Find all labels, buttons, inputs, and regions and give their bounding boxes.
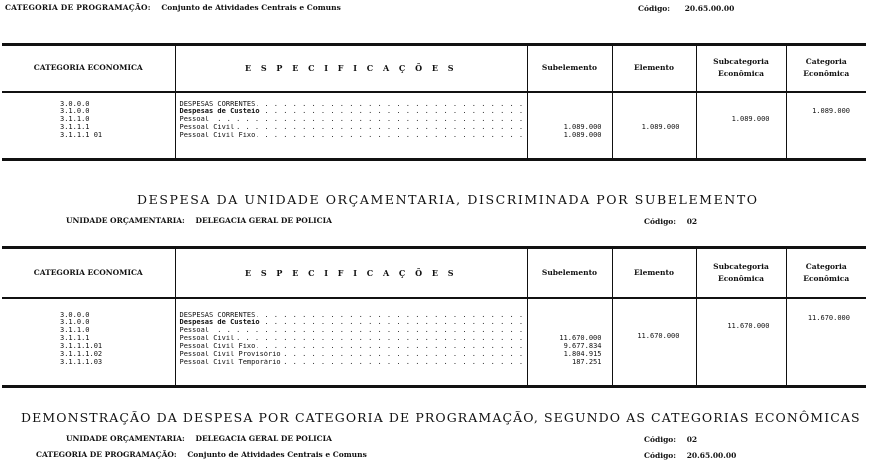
col-header-category: Categoria Econômica (786, 248, 866, 298)
subcategory-value: 11.670.000 (727, 321, 770, 330)
unit-code-label: Código: (644, 435, 677, 444)
subelement-list (528, 101, 612, 140)
subelement-cell (528, 327, 612, 335)
spec-cell: Pessoal (179, 116, 210, 124)
subelement-list (528, 312, 612, 367)
code-cell: 3.1.0.0 (60, 319, 90, 327)
unit-code-2 (644, 435, 697, 444)
col-header-category: Categoria Econômica (786, 45, 866, 92)
programming-category-label: CATEGORIA DE PROGRAMAÇÃO: (5, 3, 151, 12)
spec-cell: Despesas de Custeio (179, 319, 260, 327)
col-header-element: Elemento (612, 248, 696, 298)
subelement-cell: 9.677.834 (563, 343, 602, 351)
budget-table-1 (2, 43, 866, 161)
top-code-value: 20.65.00.00 (684, 4, 735, 13)
unit-code-value: 02 (686, 435, 698, 444)
subelement-cell: 1.089.000 (563, 132, 602, 140)
programming-category-label: CATEGORIA DE PROGRAMAÇÃO: (36, 450, 177, 459)
element-value: 1.089.000 (641, 122, 680, 131)
spec-cell: DESPESAS CORRENTES (179, 100, 256, 108)
code-cell: 3.1.1.0 (60, 116, 90, 124)
budget-unit-line (66, 216, 332, 225)
col-header-element: Elemento (612, 45, 696, 92)
programming-category-value: Conjunto de Atividades Centrais e Comuns (161, 3, 341, 12)
programming-category-line (5, 3, 341, 12)
unit-code-label: Código: (644, 217, 677, 226)
spec-cell: Pessoal Civil (179, 335, 235, 343)
col-header-subelement: Subelemento (527, 45, 612, 92)
budget-unit-label: UNIDADE ORÇAMENTARIA: (66, 216, 185, 225)
code-cell: 3.1.1.1 (60, 335, 90, 343)
subelement-cell: 1.089.000 (563, 124, 602, 132)
budget-unit-value: DELEGACIA GERAL DE POLICIA (195, 434, 332, 443)
section-heading-subelement: DESPESA DA UNIDADE ORÇAMENTARIA, DISCRIMINADA POR SUBELEMENTO (137, 192, 759, 207)
spec-cell: DESPESAS CORRENTES (179, 311, 256, 319)
category-value: 11.670.000 (807, 313, 850, 322)
budget-table-2 (2, 246, 866, 388)
spec-cell: Despesas de Custeio (179, 108, 260, 116)
spec-list (176, 312, 527, 367)
subelement-cell: 187.251 (571, 358, 602, 366)
code-cell: 3.1.1.1 (60, 124, 90, 132)
subelement-cell: 1.804.915 (563, 350, 602, 358)
element-value: 11.670.000 (637, 331, 680, 340)
programming-category-value: Conjunto de Atividades Centrais e Comuns (187, 450, 367, 459)
col-header-subcategory: Subcategoria Econômica (696, 45, 786, 92)
spec-cell: Pessoal Civil Fixo (179, 343, 256, 351)
subelement-cell (528, 108, 612, 116)
budget-unit-label: UNIDADE ORÇAMENTARIA: (66, 434, 185, 443)
program-code-label: Código: (644, 451, 677, 460)
code-list (2, 101, 175, 140)
code-cell: 3.0.0.0 (60, 100, 90, 108)
section-heading-demonstration: DEMONSTRAÇÃO DA DESPESA POR CATEGORIA DE PROGRAMAÇÃO, SEGUNDO AS CATEGORIAS ECONÔMICAS (21, 410, 861, 425)
budget-unit-line-2 (66, 434, 332, 443)
budget-unit-value: DELEGACIA GERAL DE POLICIA (195, 216, 332, 225)
spec-cell: Pessoal Civil Fixo (179, 132, 256, 140)
code-cell: 3.0.0.0 (60, 311, 90, 319)
program-code-2 (644, 451, 736, 460)
subelement-cell (528, 116, 612, 124)
col-header-economic-category: CATEGORIA ECONOMICA (2, 45, 175, 92)
top-code-label: Código: (638, 4, 671, 13)
code-cell: 3.1.1.1 01 (60, 132, 103, 140)
subelement-cell (528, 319, 612, 327)
program-code-value: 20.65.00.00 (686, 451, 737, 460)
col-header-subelement: Subelemento (527, 248, 612, 298)
col-header-economic-category: CATEGORIA ECONOMICA (2, 248, 175, 298)
spec-cell: Pessoal (179, 327, 210, 335)
code-cell: 3.1.1.1.01 (60, 343, 103, 351)
code-list (2, 312, 175, 367)
subelement-cell (528, 312, 612, 320)
subelement-cell (528, 101, 612, 109)
col-header-specifications: E S P E C I F I C A Ç Õ E S (175, 45, 527, 92)
code-cell: 3.1.1.0 (60, 327, 90, 335)
subcategory-value: 1.089.000 (731, 114, 770, 123)
unit-code-value: 02 (686, 217, 698, 226)
top-code (638, 4, 734, 13)
spec-cell: Pessoal Civil Provisório (179, 350, 281, 358)
spec-cell: Pessoal Civil Temporário (179, 358, 281, 366)
col-header-subcategory: Subcategoria Econômica (696, 248, 786, 298)
programming-category-line-2 (36, 450, 367, 459)
code-cell: 3.1.1.1.03 (60, 358, 103, 366)
subelement-cell: 11.670.000 (559, 335, 602, 343)
spec-list (176, 101, 527, 140)
unit-code (644, 217, 697, 226)
code-cell: 3.1.1.1.02 (60, 350, 103, 358)
spec-cell: Pessoal Civil (179, 124, 235, 132)
col-header-specifications: E S P E C I F I C A Ç Õ E S (175, 248, 527, 298)
code-cell: 3.1.0.0 (60, 108, 90, 116)
category-value: 1.089.000 (812, 106, 850, 115)
